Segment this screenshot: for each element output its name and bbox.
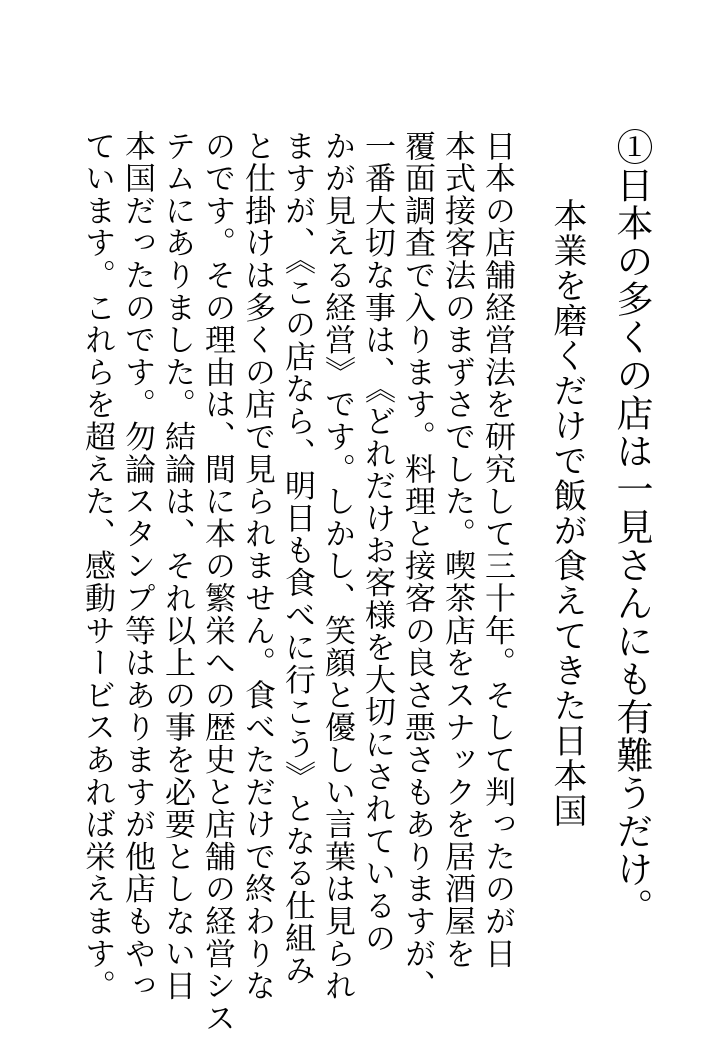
body-column: と仕掛けは多くの店で見られません。食べただけで終わりな (239, 130, 275, 1003)
body-column: かが見える経営》です。しかし、笑顔と優しい言葉は見られ (319, 130, 355, 1003)
body-column: 一番大切な事は、《どれだけお客様を大切にされているの (359, 130, 395, 955)
body-column: 本式接客法のまずさでした。喫茶店をスナックを居酒屋を (439, 130, 475, 970)
body-text (79, 130, 515, 1035)
body-column: 覆面調査で入ります。料理と接客の良さ悪さもありますが、 (399, 130, 435, 1003)
body-column: ています。これらを超えた、感動サービスあれば栄えます。 (79, 130, 115, 1003)
body-column: テムにありました。結論は、それ以上の事を必要としない日 (159, 130, 195, 1003)
heading-line-1: ①日本の多くの店は一見さんにも有難うだけ。 (610, 128, 653, 926)
body-column: ますが、《この店なら、明日も食べに行こう》となる仕組み (279, 130, 315, 987)
heading-line-2: 本業を磨くだけで飯が食えてきた日本国 (547, 198, 587, 828)
body-column: のです。その理由は、間に本の繁栄への歴史と店舗の経営シス (199, 130, 235, 1035)
body-column: 日本の店舗経営法を研究して三十年。そして判ったのが日 (479, 130, 515, 970)
body-column: 本国だったのです。勿論スタンプ等はありますが他店もやっ (119, 130, 155, 1003)
